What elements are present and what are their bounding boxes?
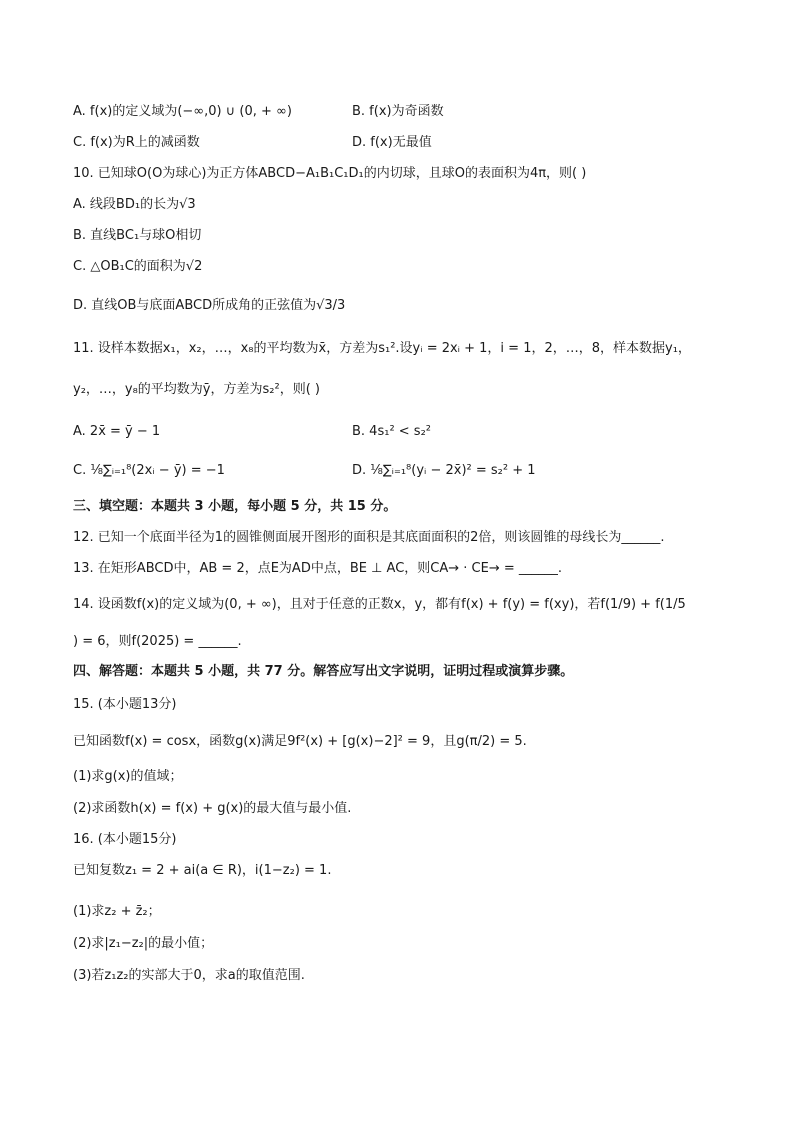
q10-stem: 10. 已知球O(O为球心)为正方体ABCD−A₁B₁C₁D₁的内切球，且球O的表面积为4π，则( ) — [73, 166, 587, 181]
q16-part-1: (1)求z₂ + z̄₂； — [73, 904, 161, 919]
q15-heading: 15. (本小题13分) — [73, 697, 177, 712]
q14-text-line2: ) = 6，则f(2025) = ______. — [73, 634, 242, 649]
q16-heading: 16. (本小题15分) — [73, 832, 177, 847]
q14-text-line1: 14. 设函数f(x)的定义域为(0, + ∞)，且对于任意的正数x，y，都有f(x) + f(y) = f(xy)，若f(1/9) + f(1/5 — [73, 597, 686, 612]
section-3-heading: 三、填空题：本题共 3 小题，每小题 5 分，共 15 分。 — [73, 499, 397, 514]
q9-option-d: D. f(x)无最值 — [352, 135, 432, 150]
q16-part-2: (2)求|z₁−z₂|的最小值； — [73, 936, 214, 951]
q10-option-b: B. 直线BC₁与球O相切 — [73, 228, 202, 243]
q16-stem: 已知复数z₁ = 2 + ai(a ∈ R)，i(1−z₂) = 1. — [73, 863, 332, 878]
q11-option-b: B. 4s₁² < s₂² — [352, 424, 432, 439]
q15-stem: 已知函数f(x) = cosx，函数g(x)满足9f²(x) + [g(x)−2]² = 9，且g(π/2) = 5. — [73, 734, 527, 749]
q15-part-2: (2)求函数h(x) = f(x) + g(x)的最大值与最小值. — [73, 801, 352, 816]
q12-text: 12. 已知一个底面半径为1的圆锥侧面展开图形的面积是其底面面积的2倍，则该圆锥的母线长为______. — [73, 530, 665, 545]
q11-option-a: A. 2x̄ = ȳ − 1 — [73, 424, 161, 439]
q11-option-c: C. ⅛∑ᵢ₌₁⁸(2xᵢ − ȳ) = −1 — [73, 463, 225, 478]
section-4-heading: 四、解答题：本题共 5 小题，共 77 分。解答应写出文字说明，证明过程或演算步骤。 — [73, 664, 574, 679]
q9-option-b: B. f(x)为奇函数 — [352, 104, 444, 119]
q9-option-c: C. f(x)为R上的减函数 — [73, 135, 200, 150]
q10-option-c: C. △OB₁C的面积为√2 — [73, 259, 203, 274]
q11-option-d: D. ⅛∑ᵢ₌₁⁸(yᵢ − 2x̄)² = s₂² + 1 — [352, 463, 536, 478]
q11-stem-line2: y₂，…，y₈的平均数为ȳ，方差为s₂²，则( ) — [73, 382, 320, 397]
q10-option-d: D. 直线OB与底面ABCD所成角的正弦值为√3/3 — [73, 298, 346, 313]
q16-part-3: (3)若z₁z₂的实部大于0，求a的取值范围. — [73, 968, 305, 983]
q13-text: 13. 在矩形ABCD中，AB = 2，点E为AD中点，BE ⊥ AC，则CA→ · CE→ = ______. — [73, 561, 563, 576]
q9-option-a: A. f(x)的定义域为(−∞,0) ∪ (0, + ∞) — [73, 104, 292, 119]
q11-stem-line1: 11. 设样本数据x₁，x₂，…，x₈的平均数为x̄，方差为s₁².设yᵢ = 2xᵢ + 1，i = 1，2，…，8，样本数据y₁， — [73, 341, 691, 356]
q10-option-a: A. 线段BD₁的长为√3 — [73, 197, 196, 212]
q15-part-1: (1)求g(x)的值域； — [73, 769, 183, 784]
